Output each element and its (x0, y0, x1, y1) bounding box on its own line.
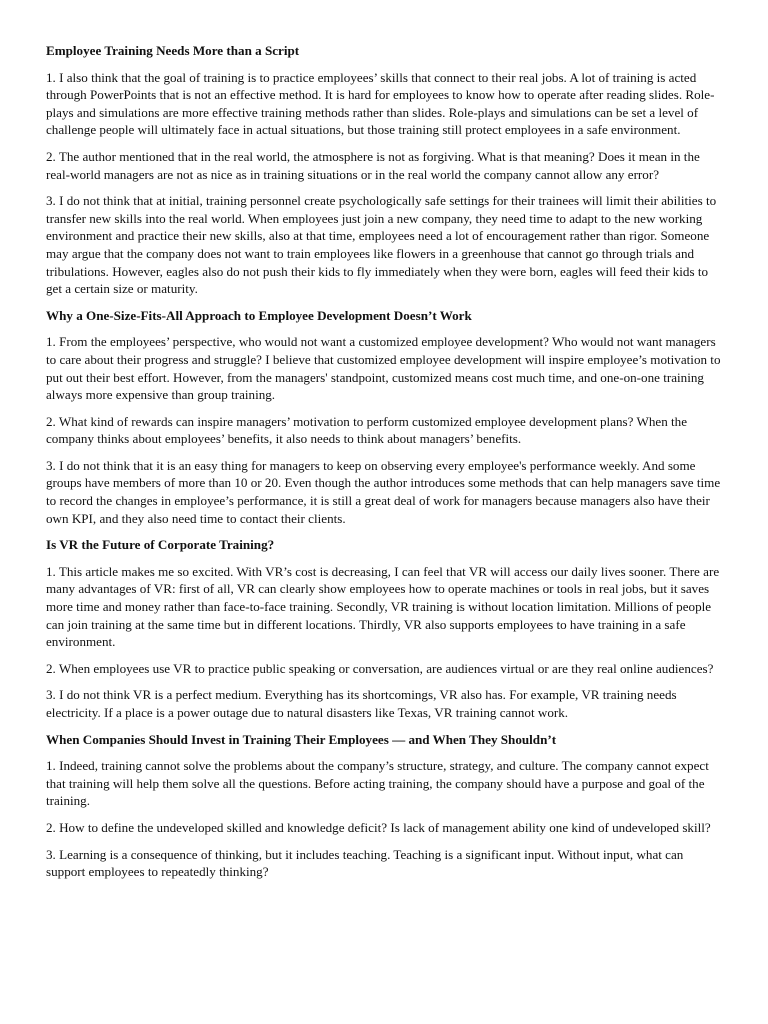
section-heading: Why a One-Size-Fits-All Approach to Employee Development Doesn’t Work (46, 307, 472, 323)
paragraph: 1. From the employees’ perspective, who would not want a customized employee development? Who would not want managers to care about their progress and struggle? I believe that customized employee development will inspire employee’s motivation to put out their best effort. However, from the managers' standpoint, customized means cost much time, and one-on-one training always more expensive than group training. (46, 334, 721, 403)
section-heading: When Companies Should Invest in Training Their Employees — and When They Shouldn’t (46, 731, 557, 747)
section-employee-training-script (46, 42, 722, 298)
paragraph: 2. What kind of rewards can inspire managers’ motivation to perform customized employee development plans? When the company thinks about employees’ benefits, it also needs to think about managers’ benefits. (46, 413, 688, 447)
paragraph: 3. I do not think VR is a perfect medium. Everything has its shortcomings, VR also has. For example, VR training needs electricity. If a place is a power outage due to natural disasters like Texas, VR training cannot work. (46, 687, 677, 720)
paragraph: 2. The author mentioned that in the real world, the atmosphere is not as forgiving. What is that meaning? Does it mean in the real-world managers are not as nice as in training situations or in the real world the company cannot allow any error? (46, 148, 700, 182)
paragraph: 1. I also think that the goal of training is to practice employees’ skills that connect to their real jobs. A lot of training is acted through PowerPoints that is not an effective method. It is hard for employees to know how to operate after reading slides. Role-plays and simulations are more effective training methods rather than slides. Role-plays and simulations can be set a level of challenge people will ultimately face in actual situations, but those training still protect employees in a safe environment. (46, 69, 715, 138)
section-when-to-invest-in-training (46, 731, 722, 881)
section-vr-corporate-training (46, 536, 722, 721)
section-heading: Is VR the Future of Corporate Training? (46, 537, 275, 553)
section-heading: Employee Training Needs More than a Script (46, 43, 300, 58)
paragraph: 1. Indeed, training cannot solve the problems about the company’s structure, strategy, and culture. The company cannot expect that training will help them solve all the questions. Before acting training, the company should have a purpose and goal of the training. (46, 758, 709, 809)
paragraph: 1. This article makes me so excited. With VR’s cost is decreasing, I can feel that VR will access our daily lives sooner. There are many advantages of VR: first of all, VR can clearly show employees how to operate machines or tools in real jobs, but it saves more time and money rather than face-to-face training. Secondly, VR training is without location limitation. Millions of people can join training at the same time but in different locations. Thirdly, VR also supports employees to have training in a safe environment. (46, 563, 720, 650)
paragraph: 2. How to define the undeveloped skilled and knowledge deficit? Is lack of management ability one kind of undeveloped skill? (46, 819, 711, 835)
paragraph: 3. I do not think that at initial, training personnel create psychologically safe settings for their trainees will limit their abilities to transfer new skills into the real world. When employees just join a new company, they need time to adapt to the new working environment and practice their new skills, also at that time, employees need a lot of encouragement rather than rigor. Someone may argue that the company does not want to train employees like flowers in a greenhouse that cannot go through trials and tribulations. However, eagles also do not push their kids to fly immediately when they were born, eagles will feed their kids to get a certain size or maturity. (46, 193, 717, 297)
paragraph: 3. Learning is a consequence of thinking, but it includes teaching. Teaching is a significant input. Without input, what can support employees to repeatedly thinking? (46, 846, 684, 880)
paragraph: 3. I do not think that it is an easy thing for managers to keep on observing every employee's performance weekly. And some groups have members of more than 10 or 20. Even though the author introduces some methods that can help managers save time to record the changes in employee’s performance, it is still a great deal of work for managers because managers also have their own KPI, and they also need time to contact their clients. (46, 457, 721, 526)
paragraph: 2. When employees use VR to practice public speaking or conversation, are audiences virtual or are they real online audiences? (46, 660, 714, 676)
section-one-size-fits-all (46, 307, 722, 528)
